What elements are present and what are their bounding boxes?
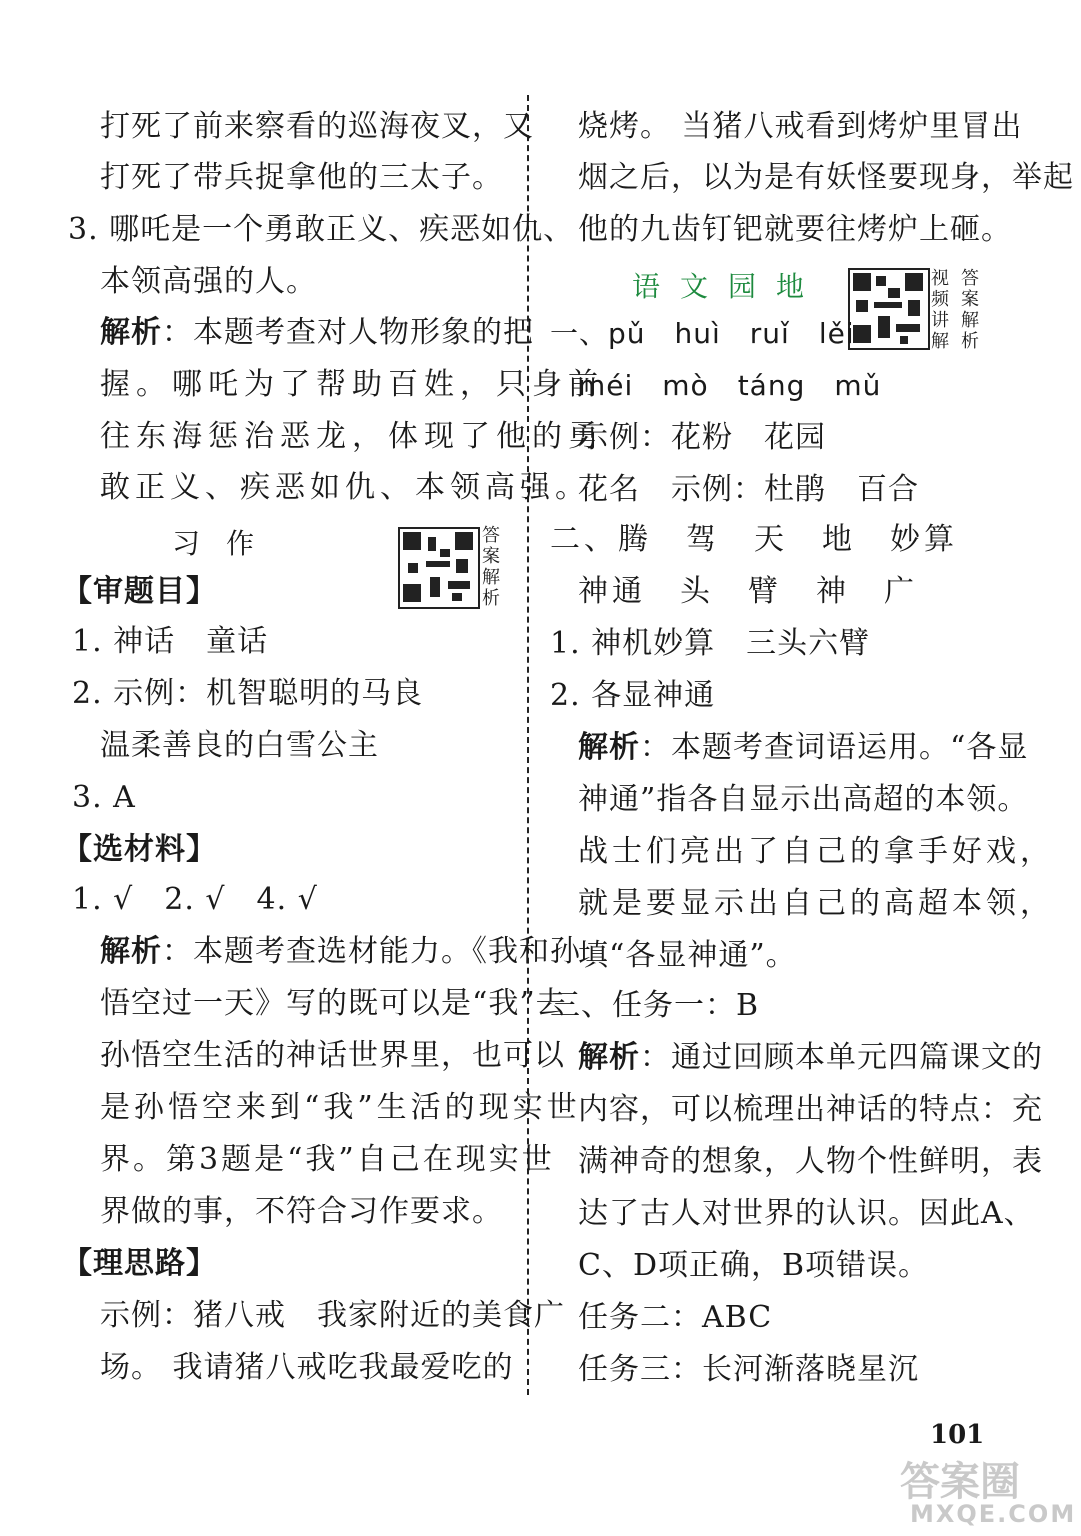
text-line: 神通”指各自显示出高超的本领。 bbox=[578, 782, 1029, 817]
answer-2: 2. 各显神通 bbox=[550, 678, 716, 713]
task-2: 任务二：ABC bbox=[578, 1300, 773, 1335]
answer-3: 3. A bbox=[72, 780, 136, 815]
text-line: C、D项正确，B项错误。 bbox=[578, 1248, 930, 1283]
text-line: 神通 头 臂 神 广 bbox=[578, 574, 918, 609]
analysis-text: ：本题考查对人物形象的把 bbox=[162, 315, 534, 350]
text-line: 敢正义、疾恶如仇、本领高强。 bbox=[100, 470, 590, 505]
qr-code[interactable] bbox=[398, 527, 480, 609]
text-line: 他的九齿钉钯就要往烤炉上砸。 bbox=[578, 212, 1012, 247]
analysis-label: 解析 bbox=[100, 934, 162, 969]
qr-caption: 答 案 解 析 bbox=[482, 525, 500, 609]
text-line: 花名 示例：杜鹃 百合 bbox=[578, 472, 919, 507]
analysis-line bbox=[100, 932, 581, 972]
heading-lisilu: 【理思路】 bbox=[62, 1246, 217, 1281]
pinyin-line-2: méi mò táng mǔ bbox=[578, 369, 882, 402]
heading-xuancailiao: 【选材料】 bbox=[62, 832, 217, 867]
text-line: 满神奇的想象，人物个性鲜明，表 bbox=[578, 1144, 1043, 1179]
text-line: 示例：花粉 花园 bbox=[578, 420, 826, 455]
watermark-logo: 答案圈 bbox=[900, 1459, 1020, 1505]
task-3: 任务三：长河渐落晓星沉 bbox=[578, 1352, 919, 1387]
text-line: 界做的事，不符合习作要求。 bbox=[100, 1194, 503, 1229]
text-line: 握。哪吒为了帮助百姓，只身前 bbox=[100, 367, 604, 402]
analysis-line bbox=[578, 1038, 1043, 1078]
text-line: 孙悟空生活的神话世界里，也可以 bbox=[100, 1038, 565, 1073]
qr-caption-video: 视 频 讲 解 bbox=[931, 268, 949, 352]
page-number: 101 bbox=[930, 1420, 985, 1450]
column-divider bbox=[527, 95, 529, 1395]
answer-section-3: 三、任务一：B bbox=[550, 988, 760, 1023]
qr-caption-answer: 答 案 解 析 bbox=[961, 268, 979, 352]
answer-1: 1. 神机妙算 三头六臂 bbox=[550, 626, 871, 661]
text-line: 内容，可以梳理出神话的特点：充 bbox=[578, 1092, 1043, 1127]
text-line: 战士们亮出了自己的拿手好戏， bbox=[578, 834, 1054, 869]
text-line: 示例：猪八戒 我家附近的美食广 bbox=[100, 1298, 565, 1333]
analysis-text: ：本题考查选材能力。《我和孙 bbox=[162, 934, 581, 969]
text-line: 烧烤。 当猪八戒看到烤炉里冒出 bbox=[578, 109, 1023, 144]
text-line: 填“各显神通”。 bbox=[578, 938, 797, 973]
analysis-line bbox=[578, 728, 1028, 768]
analysis-text: ：通过回顾本单元四篇课文的 bbox=[640, 1040, 1043, 1075]
text-line: 界。第3题是“我”自己在现实世 bbox=[100, 1142, 555, 1177]
text-line: 打死了前来察看的巡海夜叉，又 bbox=[100, 109, 534, 144]
watermark-url: MXQE.COM bbox=[910, 1500, 1077, 1528]
heading-shentimu: 【审题目】 bbox=[62, 574, 217, 609]
text-line: 打死了带兵捉拿他的三太子。 bbox=[100, 160, 503, 195]
analysis-label: 解析 bbox=[578, 730, 640, 765]
text-line: 本领高强的人。 bbox=[100, 264, 317, 299]
text-line: 场。 我请猪八戒吃我最爱吃的 bbox=[100, 1350, 514, 1385]
analysis-label: 解析 bbox=[578, 1040, 640, 1075]
answer-2: 2. 示例：机智聪明的马良 bbox=[72, 676, 424, 711]
text-line: 往东海惩治恶龙，体现了他的勇 bbox=[100, 419, 604, 454]
answer-section-2: 二、腾 驾 天 地 妙算 bbox=[550, 522, 958, 557]
text-line: 悟空过一天》写的既可以是“我”去 bbox=[100, 986, 567, 1021]
text-line: 烟之后，以为是有妖怪要现身，举起 bbox=[578, 160, 1074, 195]
section-title-xizuo: 习作 bbox=[172, 527, 281, 560]
text-line: 达了古人对世界的认识。因此A、 bbox=[578, 1196, 1035, 1231]
text-line: 就是要显示出自己的高超本领， bbox=[578, 886, 1054, 921]
text-line: 温柔善良的白雪公主 bbox=[100, 728, 379, 763]
analysis-label: 解析 bbox=[100, 315, 162, 350]
qr-code[interactable] bbox=[848, 268, 930, 350]
pinyin-line-1: 一、pǔ huì ruǐ lěi bbox=[550, 317, 855, 350]
analysis-line bbox=[100, 313, 534, 353]
answer-1: 1. 神话 童话 bbox=[72, 624, 269, 659]
section-title-yuwenyuandi: 语文园地 bbox=[632, 270, 825, 303]
answer-checks: 1. √ 2. √ 4. √ bbox=[72, 882, 318, 917]
answer-3: 3. 哪吒是一个勇敢正义、疾恶如仇、 bbox=[68, 212, 575, 247]
analysis-text: ：本题考查词语运用。“各显 bbox=[640, 730, 1029, 765]
text-line: 是孙悟空来到“我”生活的现实世 bbox=[100, 1090, 581, 1125]
